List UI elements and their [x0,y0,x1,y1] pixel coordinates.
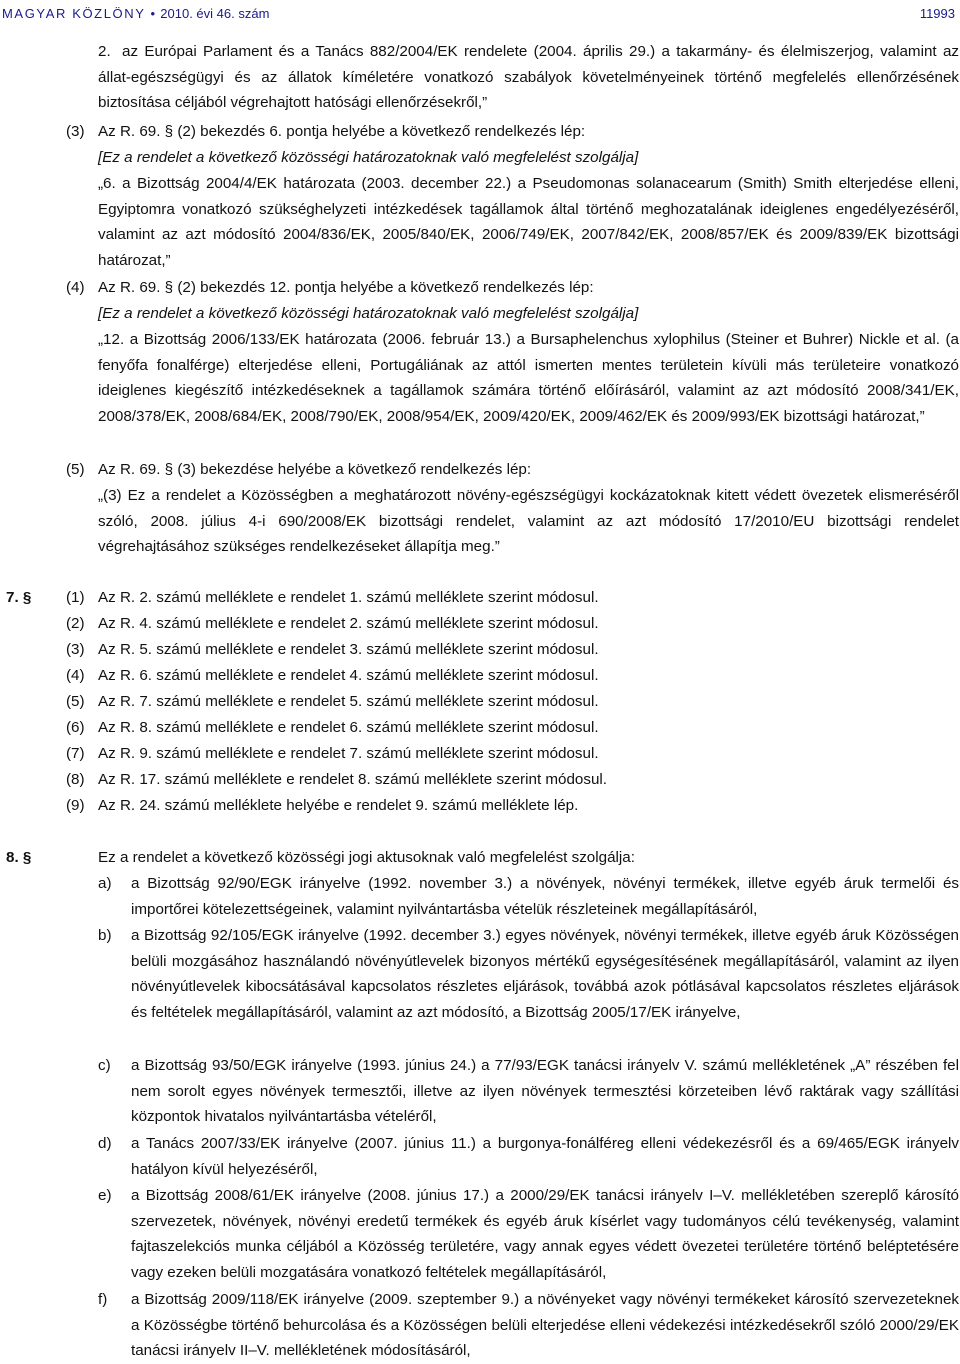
paragraph-number: (4) [66,667,85,684]
paragraph-text: Az R. 8. számú melléklete e rendelet 6. számú melléklete szerint módosul. [98,719,599,736]
section-number: 7. § [6,589,32,606]
paragraph-text: Az R. 5. számú melléklete e rendelet 3. számú melléklete szerint módosul. [98,641,599,658]
paragraph-number: (6) [66,719,85,736]
paragraph-text: Az R. 9. számú melléklete e rendelet 7. számú melléklete szerint módosul. [98,745,599,762]
paragraph-number: (1) [66,589,85,606]
paragraph-4-text: Az R. 69. § (2) bekezdés 12. pontja helyébe a következő rendelkezés lép: [98,279,594,296]
paragraph-text: Az R. 4. számú melléklete e rendelet 2. számú melléklete szerint módosul. [98,615,599,632]
list-letter: b) [98,927,112,944]
list-item: a Bizottság 93/50/EGK irányelve (1993. június 24.) a 77/93/EGK tanácsi irányelv V. számú mellékletének „A” részében fel nem sorolt egyes növények termesztői, illetve az ilyen növények termesztési körzeteiben lévő raktárak vagy szállítási központok hivatalos nyilvántartásba vételéről, [131,1057,959,1126]
list-item: a Tanács 2007/33/EK irányelve (2007. június 11.) a burgonya-fonálféreg elleni védekezésről és a 69/465/EGK irányelv hatályon kívül helyezéséről, [131,1135,959,1178]
paragraph-text: Az R. 17. számú melléklete e rendelet 8. számú melléklete szerint módosul. [98,771,608,788]
paragraph-text: Az R. 24. számú melléklete helyébe e rendelet 9. számú melléklete lép. [98,797,579,814]
paragraph-number: (7) [66,745,85,762]
list-item: a Bizottság 2008/61/EK irányelve (2008. június 17.) a 2000/29/EK tanácsi irányelv I–V. mellékletében szereplő károsító szervezetek, növények, növényi eredetű termékek és egyéb áruk kísérlet vagy tudományos célú tevékenység, valamint fajtaszelekciós munka céljából a Közösség területére, vagy annak egyes védett övezetei területére történő beléptetésére vagy ezeken belüli mozgatására vonatkozó feltételek megállapításáról, [131,1187,959,1281]
running-title [2,1,269,27]
paragraph-5-text: Az R. 69. § (3) bekezdése helyébe a következő rendelkezés lép: [98,461,532,478]
quoted-item-12: „12. a Bizottság 2006/133/EK határozata (2006. február 13.) a Bursaphelenchus xylophilus (Steiner et Buhrer) Nickle et al. (a fenyőfa fonalférge) elterjedése elleni, Portugáliának az attól ismerten mentes területein kívüli más területeire vonatkozó ideiglenes kiegészítő intézkedéseknek a tagállamok számára történő előírásáról, valamint az azt módosító 2008/341/EK, 2008/378/EK, 2008/684/EK, 2008/790/EK, 2008/954/EK, 2009/420/EK, 2009/462/EK és 2009/993/EK bizottsági határozat,” [98,331,959,425]
paragraph-number: (9) [66,797,85,814]
page-number: 11993 [919,6,955,21]
list-letter: c) [98,1057,111,1074]
paragraph-text: Az R. 6. számú melléklete e rendelet 4. számú melléklete szerint módosul. [98,667,599,684]
bracket-note: [Ez a rendelet a következő közösségi határozatoknak való megfelelést szolgálja] [98,305,639,322]
list-item: a Bizottság 92/105/EGK irányelve (1992. december 3.) egyes növények, növényi termékek, illetve egyéb áruk Közösségen belüli mozgásához használandó növényútlevelek bizonyos mértékű egységesítésének megállapításáról, valamint az ilyen növényútlevelek kibocsátásával kapcsolatos részletes eljárások, továbbá azok pótlásával kapcsolatos részletes eljárások és feltételek megállapításáról, valamint az azt módosító, a Bizottság 2005/17/EK irányelve, [131,927,959,1021]
paragraph-number: (2) [66,615,85,632]
bracket-note: [Ez a rendelet a következő közösségi határozatoknak való megfelelést szolgálja] [98,149,639,166]
paragraph-3-text: Az R. 69. § (2) bekezdés 6. pontja helyébe a következő rendelkezés lép: [98,123,586,140]
list-item: a Bizottság 2009/118/EK irányelve (2009. szeptember 9.) a növényeket vagy növényi termékeket károsító szervezeteknek a Közösségbe történő behurcolása és a Közösségen belüli elterjedése elleni védekezési intézkedésekről szóló 2000/29/EK tanácsi irányelv II–V. mellékletének módosításáról, [131,1291,959,1360]
section-8-intro: Ez a rendelet a következő közösségi jogi aktusoknak való megfelelést szolgálja: [98,849,635,866]
paragraph-number: (3) [66,123,85,140]
list-letter: f) [98,1291,108,1308]
issue-label: 2010. évi 46. szám [160,6,270,21]
list-letter: e) [98,1187,112,1204]
list-letter: d) [98,1135,112,1152]
paragraph-number: (8) [66,771,85,788]
list-item: a Bizottság 92/90/EGK irányelve (1992. november 3.) a növények, növényi termékek, illetve egyéb áruk termelői és importőrei kötelezettségeinek, valamint nyilvántartásba vételük részleteinek megállapításáról, [131,875,959,918]
journal-name: MAGYAR KÖZLÖNY [2,6,146,21]
paragraph-text: Az R. 2. számú melléklete e rendelet 1. számú melléklete szerint módosul. [98,589,599,606]
page-header [0,0,960,24]
paragraph-number: (5) [66,693,85,710]
header-bullet: • [150,6,156,21]
item-2-text: az Európai Parlament és a Tanács 882/2004/EK rendelete (2004. április 29.) a takarmány- és élelmiszerjog, valamint az állat-egészségügyi és az állatok kíméletére vonatkozó szabályok követelményeinek történő megfelelés ellenőrzésének biztosítása céljából végrehajtott hatósági ellenőrzésekről,” [98,43,959,112]
paragraph-number: (4) [66,279,85,296]
paragraph-number: (5) [66,461,85,478]
paragraph-number: (3) [66,641,85,658]
section-number: 8. § [6,849,32,866]
list-letter: a) [98,875,112,892]
paragraph-text: Az R. 7. számú melléklete e rendelet 5. számú melléklete szerint módosul. [98,693,599,710]
quoted-paragraph-3: „(3) Ez a rendelet a Közösségben a meghatározott növény-egészségügyi kockázatoknak kitett védett övezetek elismeréséről szóló, 2008. július 4-i 690/2008/EK bizottsági rendelet, valamint az azt módosító 17/2010/EU bizottsági rendelet végrehajtásához szükséges rendelkezéseket állapítja meg.” [98,487,959,556]
quoted-item-6: „6. a Bizottság 2004/4/EK határozata (2003. december 22.) a Pseudomonas solanacearum (Smith) Smith elterjedése elleni, Egyiptomra vonatkozó szükséghelyzeti intézkedések tagállamok által történő meghozatalának ideiglenes engedélyezéséről, valamint az azt módosító 2004/836/EK, 2005/840/EK, 2006/749/EK, 2007/842/EK, 2008/857/EK és 2009/839/EK bizottsági határozat,” [98,175,959,269]
item-number: 2. [98,43,111,60]
